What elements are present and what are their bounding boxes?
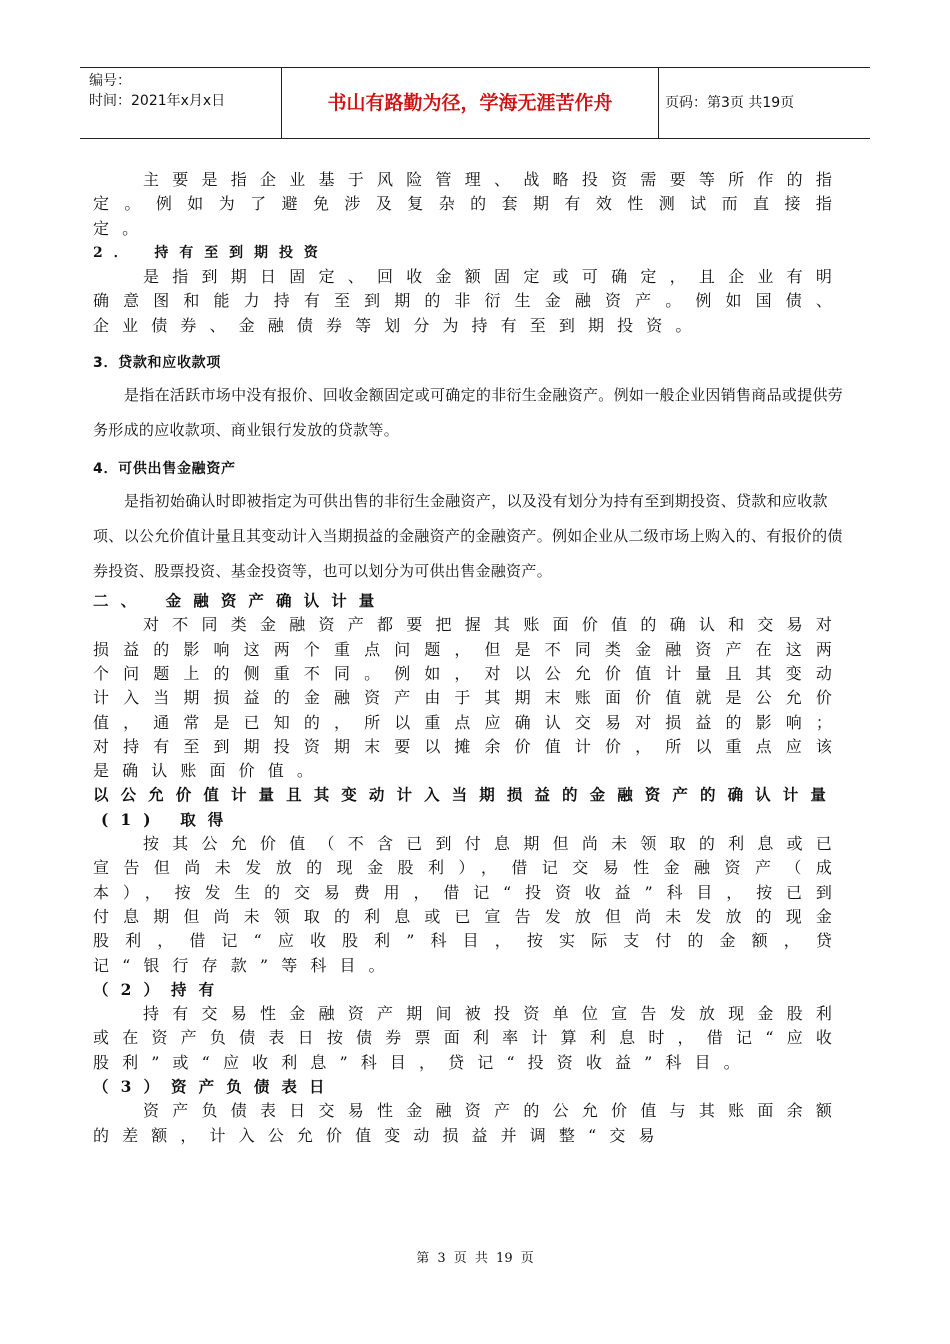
paragraph-available-for-sale: 是指初始确认时即被指定为可供出售的非衍生金融资产，以及没有划分为持有至到期投资、贷款和应收款项、以公允价值计量且其变动计入当期损益的金融资产的金融资产。例如企业从二级市场上购入的、有报价的债券投资、股票投资、基金投资等，也可以划分为可供出售金融资产。	[93, 492, 843, 581]
heading-acquisition: (1) 取得	[101, 809, 236, 829]
heading-section-two: 二、 金融资产确认计量	[93, 591, 387, 611]
page-header	[80, 67, 870, 139]
paragraph-designation: 主要是指企业基于风险管理、战略投资需要等所作的指定。例如为了避免涉及复杂的套期有效性测试而直接指定。	[93, 170, 845, 238]
paragraph-loans-receivables: 是指在活跃市场中没有报价、回收金额固定或可确定的非衍生金融资产。例如一般企业因销售商品或提供劳务形成的应收款项、商业银行发放的贷款等。	[93, 386, 844, 440]
heading-balance-sheet-date: （3）资产负债表日	[93, 1077, 337, 1097]
paragraph-holding: 持有交易性金融资产期间被投资单位宣告发放现金股利或在资产负债表日按债券票面利率计算利息时，借记“应收股利”或“应收利息”科目，贷记“投资收益”科目。	[93, 1004, 845, 1072]
heading-available-for-sale: 4．可供出售金融资产	[93, 461, 236, 478]
time-label: 时间：2021年x月x日	[89, 93, 226, 109]
heading-holding: （2）持有	[93, 979, 227, 999]
heading-held-to-maturity: 2． 持有至到期投资	[93, 244, 329, 261]
document-body	[93, 168, 845, 1148]
paragraph-balance-sheet-date: 资产负债表日交易性金融资产的公允价值与其账面余额的差额，计入公允价值变动损益并调整“交易	[93, 1101, 845, 1145]
number-label: 编号：	[89, 73, 131, 89]
paragraph-recognition: 对不同类金融资产都要把握其账面价值的确认和交易对损益的影响这两个重点问题，但是不同类金融资产在这两个问题上的侧重不同。例如，对以公允价值计量且其变动计入当期损益的金融资产由于其期末账面价值就是公允价值，通常是已知的，所以重点应确认交易对损益的影响；对持有至到期投资期末要以摊余价值计价，所以重点应该是确认账面价值。	[93, 615, 845, 781]
header-page-code: 页码：第3页 共19页	[665, 95, 795, 111]
page-footer: 第 3 页 共 19 页	[416, 1251, 534, 1266]
header-motto: 书山有路勤为径，学海无涯苦作舟	[282, 68, 659, 138]
header-left-cell	[80, 68, 282, 138]
heading-loans-receivables: 3．贷款和应收款项	[93, 355, 222, 372]
paragraph-held-to-maturity: 是指到期日固定、回收金额固定或可确定，且企业有明确意图和能力持有至到期的非衍生金融资产。例如国债、企业债券、金融债券等划分为持有至到期投资。	[93, 267, 845, 335]
paragraph-acquisition: 按其公允价值（不含已到付息期但尚未领取的利息或已宣告但尚未发放的现金股利），借记交易性金融资产（成本），按发生的交易费用，借记“投资收益”科目，按已到付息期但尚未领取的利息或已宣告发放但尚未发放的现金股利，借记“应收股利”科目，按实际支付的金额，贷记“银行存款”等科目。	[93, 834, 845, 975]
heading-fvtpl: 以公允价值计量且其变动计入当期损益的金融资产的确认计量	[93, 785, 838, 805]
